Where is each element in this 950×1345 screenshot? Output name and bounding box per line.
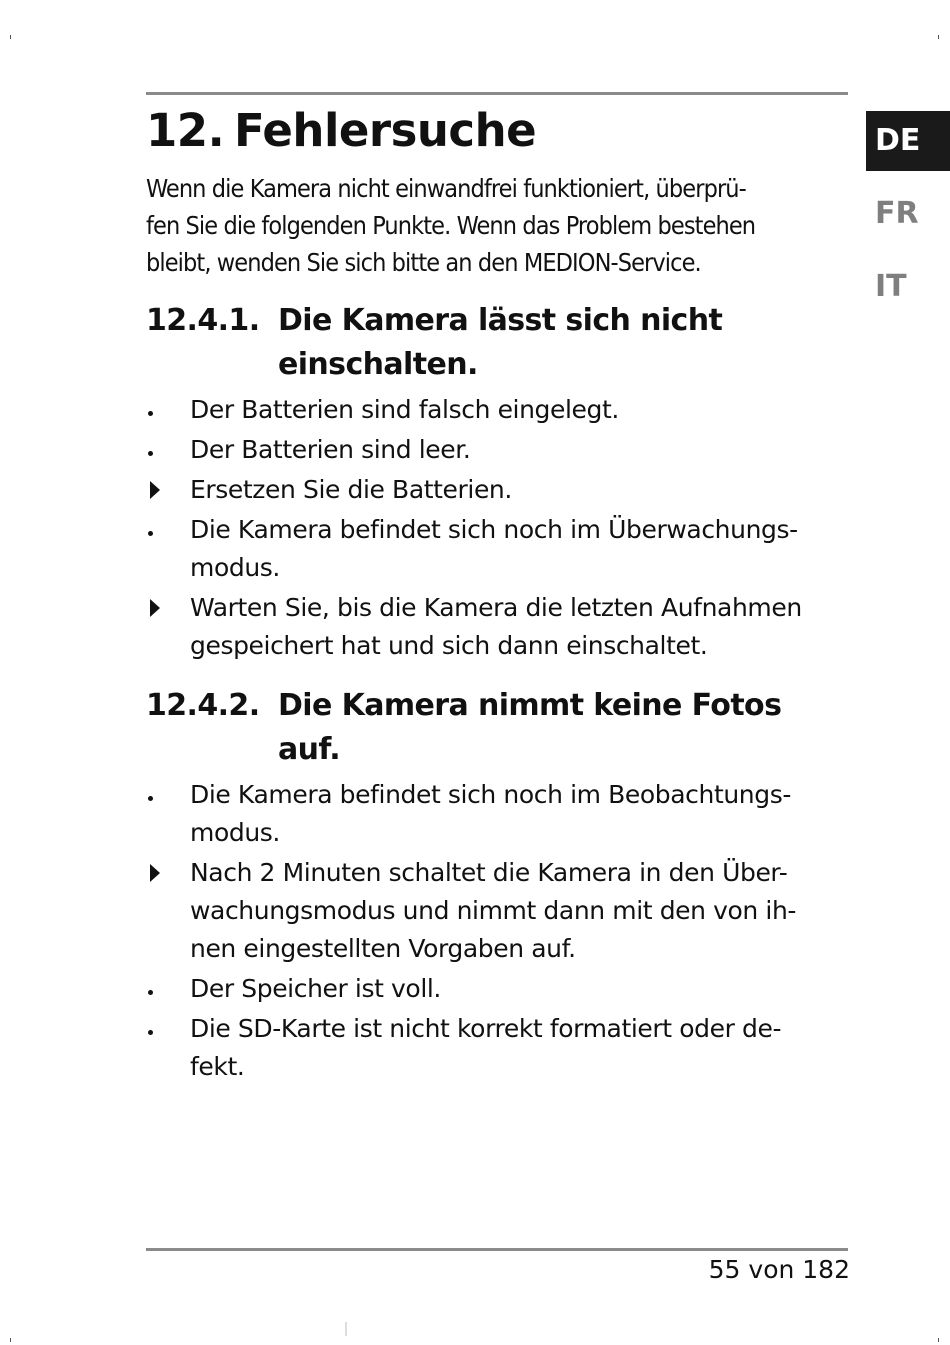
list-item-text: Der Batterien sind leer. (190, 435, 471, 464)
list-item (146, 776, 851, 852)
list-item (146, 970, 851, 1008)
list-item (146, 471, 851, 509)
crop-mark (10, 1338, 11, 1342)
chapter-title-text: Fehlersuche (234, 104, 537, 157)
list-item (146, 391, 851, 429)
list-item-text: modus. (190, 553, 280, 582)
chapter-title (146, 104, 536, 158)
list-item-text: Die Kamera befindet sich noch im Beobachtungs- (190, 780, 791, 809)
bottom-rule (146, 1248, 848, 1251)
section-heading (146, 684, 781, 772)
section-number: 12.4.1. (146, 303, 260, 338)
list-item-text: modus. (190, 818, 280, 847)
tab-language-fr[interactable]: FR (875, 196, 919, 231)
crop-mark (938, 35, 939, 39)
arrow-right-icon (146, 471, 166, 509)
intro-line: Wenn die Kamera nicht einwandfrei funktioniert, überprü- (146, 174, 746, 203)
intro-line: fen Sie die folgenden Punkte. Wenn das Problem bestehen (146, 211, 756, 240)
top-rule (146, 92, 848, 95)
tab-language-de[interactable]: DE (866, 111, 950, 171)
bullet-icon (146, 776, 166, 814)
list-item-text: Nach 2 Minuten schaltet die Kamera in den Über- (190, 858, 788, 887)
language-tabs (866, 111, 950, 330)
troubleshooting-list (146, 776, 851, 1088)
list-item-text: Der Speicher ist voll. (190, 974, 441, 1003)
arrow-right-icon (146, 854, 166, 892)
section-title-line: einschalten. (278, 347, 478, 382)
section-title-line: Die Kamera lässt sich nicht (278, 303, 723, 338)
crop-mark (345, 1322, 347, 1336)
list-item (146, 589, 851, 665)
bullet-icon (146, 431, 166, 469)
list-item-text: fekt. (190, 1052, 245, 1081)
troubleshooting-list (146, 391, 851, 667)
list-item-text: Ersetzen Sie die Batterien. (190, 475, 512, 504)
bullet-icon (146, 511, 166, 549)
list-item-text: Warten Sie, bis die Kamera die letzten Aufnahmen (190, 593, 802, 622)
list-item-text: Die Kamera befindet sich noch im Überwachungs- (190, 515, 798, 544)
chapter-number: 12. (146, 104, 225, 157)
bullet-icon (146, 391, 166, 429)
list-item-text: nen eingestellten Vorgaben auf. (190, 934, 576, 963)
list-item-text: Der Batterien sind falsch eingelegt. (190, 395, 619, 424)
list-item (146, 854, 851, 968)
section-heading (146, 299, 722, 387)
section-title-line: Die Kamera nimmt keine Fotos (278, 688, 782, 723)
bullet-icon (146, 1010, 166, 1048)
list-item (146, 511, 851, 587)
crop-mark (938, 1338, 939, 1342)
list-item-text: wachungsmodus und nimmt dann mit den von ih- (190, 896, 797, 925)
bullet-icon (146, 970, 166, 1008)
intro-paragraph (146, 170, 851, 281)
tab-language-it[interactable]: IT (875, 269, 907, 304)
list-item (146, 1010, 851, 1086)
list-item-text: Die SD-Karte ist nicht korrekt formatiert oder de- (190, 1014, 782, 1043)
section-title-line: auf. (278, 732, 341, 767)
crop-mark (10, 35, 11, 39)
arrow-right-icon (146, 589, 166, 627)
list-item (146, 431, 851, 469)
intro-line: bleibt, wenden Sie sich bitte an den MEDION-Service. (146, 248, 701, 277)
list-item-text: gespeichert hat und sich dann einschaltet. (190, 631, 708, 660)
page-number: 55 von 182 (708, 1255, 850, 1284)
section-number: 12.4.2. (146, 688, 260, 723)
